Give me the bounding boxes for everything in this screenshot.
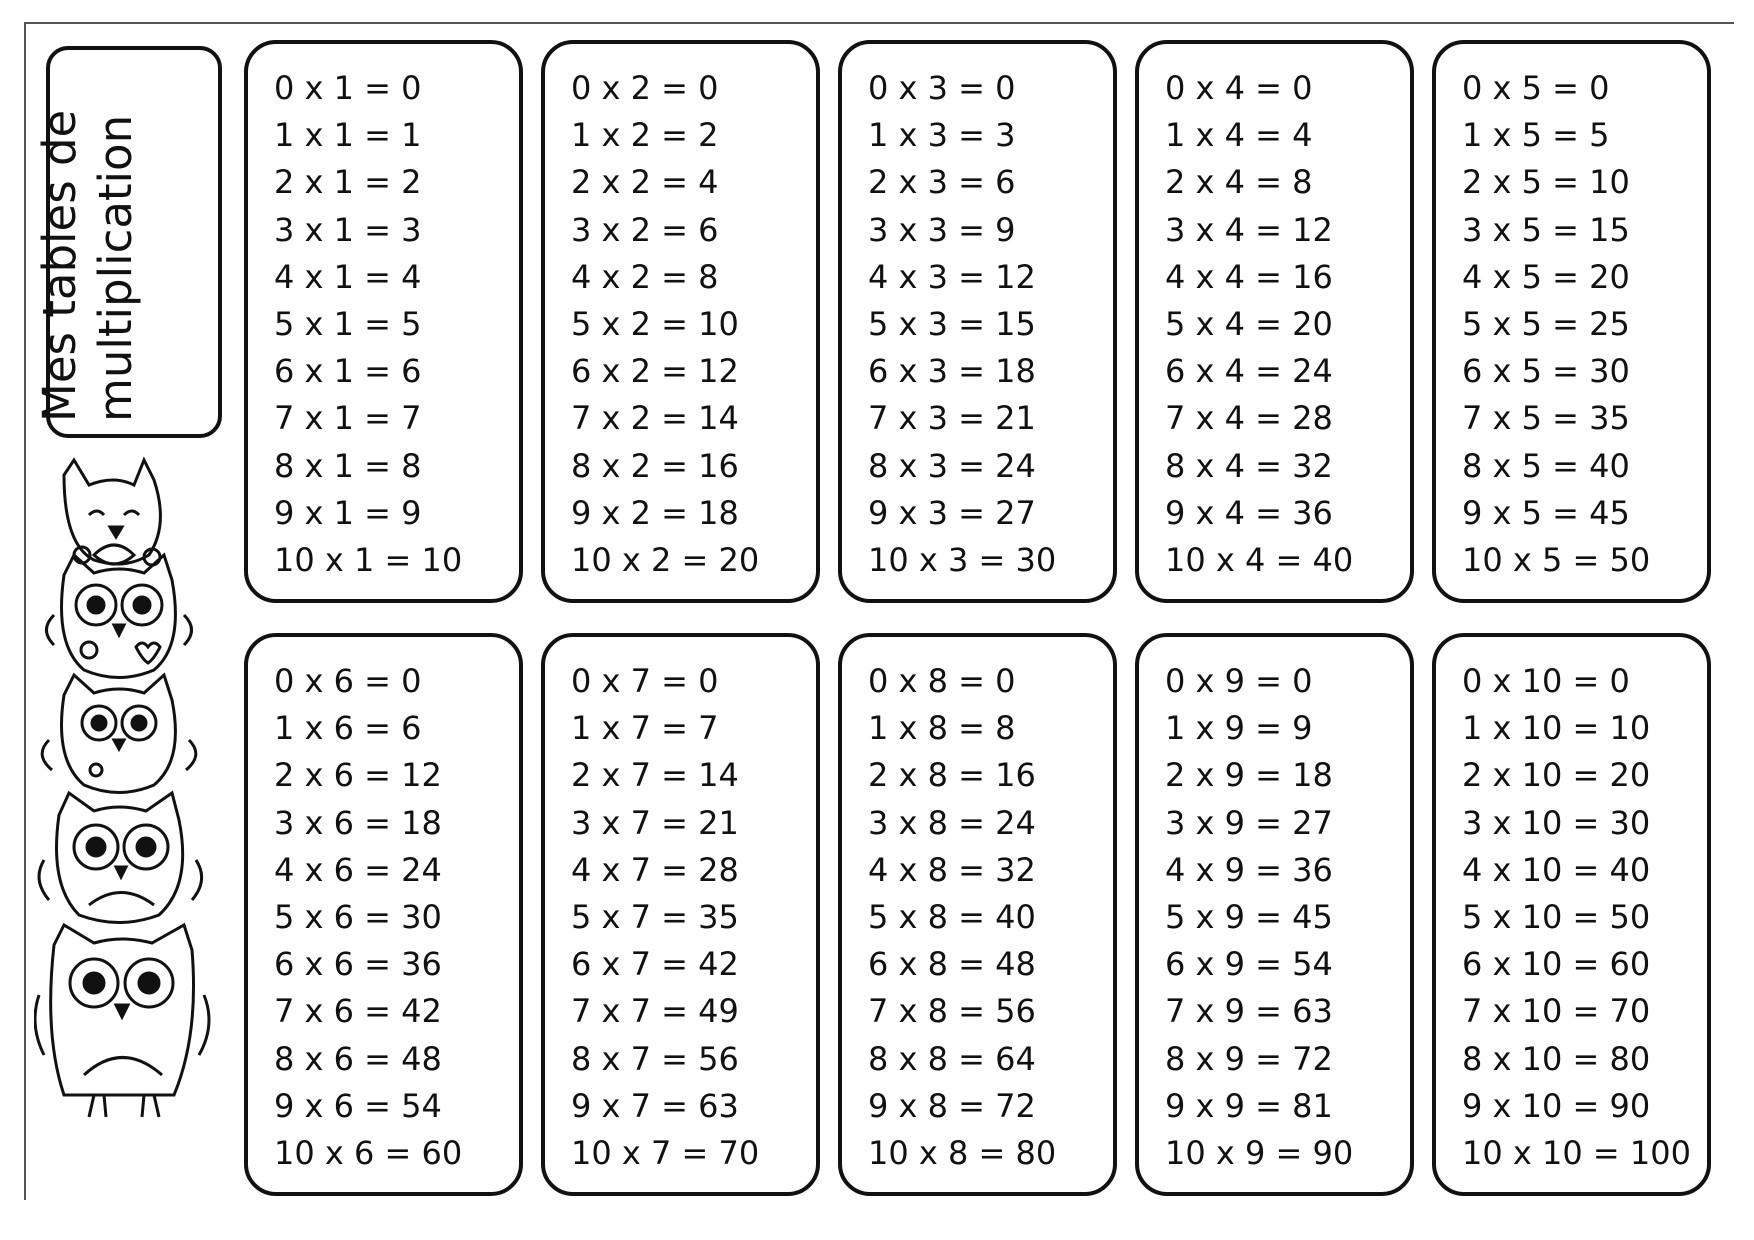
table-row: 7 x 5 = 35 [1462, 399, 1630, 438]
table-row: 1 x 3 = 3 [868, 116, 1016, 155]
table-row: 2 x 5 = 10 [1462, 163, 1630, 202]
title-line-2: multiplication [89, 114, 142, 422]
table-row: 6 x 1 = 6 [274, 352, 422, 391]
table-row: 8 x 6 = 48 [274, 1039, 442, 1078]
table-row: 6 x 9 = 54 [1165, 945, 1333, 984]
table-row: 4 x 6 = 24 [274, 850, 442, 889]
table-row: 1 x 7 = 7 [571, 709, 719, 748]
table-row: 0 x 8 = 0 [868, 662, 1016, 700]
table-row: 3 x 6 = 18 [274, 803, 442, 842]
table-row: 10 x 2 = 20 [571, 541, 760, 579]
table-row: 8 x 2 = 16 [571, 446, 739, 485]
table-row: 2 x 1 = 2 [274, 163, 422, 202]
owl-stack-icon [34, 455, 224, 1205]
table-row: 3 x 4 = 12 [1165, 210, 1333, 249]
table-row: 5 x 5 = 25 [1462, 305, 1630, 343]
table-row: 4 x 8 = 32 [868, 850, 1036, 889]
table-row: 3 x 2 = 6 [571, 210, 719, 249]
table-row: 1 x 9 = 9 [1165, 709, 1313, 748]
table-row: 5 x 8 = 40 [868, 898, 1036, 936]
page-title [32, 62, 144, 422]
table-card-2 [541, 40, 820, 603]
table-row: 7 x 9 = 63 [1165, 992, 1333, 1031]
table-row: 7 x 7 = 49 [571, 992, 739, 1031]
table-row: 8 x 1 = 8 [274, 446, 422, 485]
table-row: 0 x 9 = 0 [1165, 662, 1313, 700]
table-row: 6 x 6 = 36 [274, 945, 442, 984]
table-row: 7 x 10 = 70 [1462, 992, 1651, 1031]
table-row: 9 x 5 = 45 [1462, 493, 1630, 532]
frame-top-rule [24, 22, 1734, 24]
table-row: 0 x 1 = 0 [274, 69, 422, 107]
table-row: 1 x 6 = 6 [274, 709, 422, 748]
table-row: 6 x 5 = 30 [1462, 352, 1630, 391]
table-row: 0 x 10 = 0 [1462, 662, 1630, 700]
table-row: 2 x 10 = 20 [1462, 756, 1651, 795]
table-row: 8 x 5 = 40 [1462, 446, 1630, 485]
owl-icon [39, 793, 202, 923]
owl-icon [35, 925, 209, 1117]
table-row: 1 x 5 = 5 [1462, 116, 1610, 155]
title-line-1: Mes tables de [33, 109, 86, 422]
table-row: 3 x 7 = 21 [571, 803, 739, 842]
table-row: 3 x 5 = 15 [1462, 210, 1630, 249]
owl-icon [42, 675, 196, 793]
table-row: 4 x 7 = 28 [571, 850, 739, 889]
table-row: 9 x 1 = 9 [274, 493, 422, 532]
table-row: 9 x 2 = 18 [571, 493, 739, 532]
table-row: 2 x 6 = 12 [274, 756, 442, 795]
table-row: 10 x 9 = 90 [1165, 1134, 1354, 1172]
table-row: 0 x 4 = 0 [1165, 69, 1313, 107]
table-row: 10 x 4 = 40 [1165, 541, 1354, 579]
table-card-10 [1432, 633, 1711, 1196]
table-row: 10 x 8 = 80 [868, 1134, 1057, 1172]
table-row: 4 x 4 = 16 [1165, 257, 1333, 296]
table-row: 0 x 3 = 0 [868, 69, 1016, 107]
table-row: 1 x 8 = 8 [868, 709, 1016, 748]
table-card-7 [541, 633, 820, 1196]
table-row: 5 x 3 = 15 [868, 305, 1036, 343]
table-row: 4 x 9 = 36 [1165, 850, 1333, 889]
table-row: 8 x 10 = 80 [1462, 1039, 1651, 1078]
table-row: 4 x 3 = 12 [868, 257, 1036, 296]
table-row: 8 x 7 = 56 [571, 1039, 739, 1078]
table-row: 6 x 2 = 12 [571, 352, 739, 391]
table-row: 6 x 10 = 60 [1462, 945, 1651, 984]
table-row: 2 x 9 = 18 [1165, 756, 1333, 795]
table-row: 8 x 8 = 64 [868, 1039, 1036, 1078]
table-row: 9 x 6 = 54 [274, 1086, 442, 1125]
table-row: 10 x 5 = 50 [1462, 541, 1651, 579]
table-row: 9 x 9 = 81 [1165, 1086, 1333, 1125]
table-row: 9 x 7 = 63 [571, 1086, 739, 1125]
table-row: 4 x 2 = 8 [571, 257, 719, 296]
table-row: 9 x 3 = 27 [868, 493, 1036, 532]
table-row: 7 x 4 = 28 [1165, 399, 1333, 438]
table-row: 3 x 3 = 9 [868, 210, 1016, 249]
table-row: 3 x 1 = 3 [274, 210, 422, 249]
table-row: 3 x 9 = 27 [1165, 803, 1333, 842]
table-card-9 [1135, 633, 1414, 1196]
table-row: 6 x 4 = 24 [1165, 352, 1333, 391]
table-row: 2 x 7 = 14 [571, 756, 739, 795]
table-row: 3 x 10 = 30 [1462, 803, 1651, 842]
table-card-8 [838, 633, 1117, 1196]
table-row: 8 x 3 = 24 [868, 446, 1036, 485]
table-row: 5 x 1 = 5 [274, 305, 422, 343]
table-row: 7 x 1 = 7 [274, 399, 422, 438]
table-card-5 [1432, 40, 1711, 603]
table-row: 8 x 9 = 72 [1165, 1039, 1333, 1078]
table-row: 6 x 3 = 18 [868, 352, 1036, 391]
table-row: 10 x 10 = 100 [1462, 1134, 1691, 1172]
table-row: 1 x 2 = 2 [571, 116, 719, 155]
table-row: 4 x 10 = 40 [1462, 850, 1651, 889]
table-card-4 [1135, 40, 1414, 603]
table-card-3 [838, 40, 1117, 603]
table-row: 6 x 7 = 42 [571, 945, 739, 984]
table-row: 9 x 4 = 36 [1165, 493, 1333, 532]
table-row: 2 x 2 = 4 [571, 163, 719, 202]
table-row: 5 x 6 = 30 [274, 898, 442, 936]
table-card-1 [244, 40, 523, 603]
table-row: 0 x 6 = 0 [274, 662, 422, 700]
table-row: 5 x 4 = 20 [1165, 305, 1333, 343]
table-row: 3 x 8 = 24 [868, 803, 1036, 842]
table-row: 5 x 10 = 50 [1462, 898, 1651, 936]
table-row: 0 x 5 = 0 [1462, 69, 1610, 107]
owl-icon [47, 555, 192, 678]
table-row: 6 x 8 = 48 [868, 945, 1036, 984]
table-row: 1 x 1 = 1 [274, 116, 422, 155]
table-row: 7 x 6 = 42 [274, 992, 442, 1031]
table-row: 5 x 9 = 45 [1165, 898, 1333, 936]
table-card-6 [244, 633, 523, 1196]
table-row: 10 x 3 = 30 [868, 541, 1057, 579]
frame-left-rule [24, 22, 26, 1200]
table-row: 10 x 7 = 70 [571, 1134, 760, 1172]
table-row: 4 x 1 = 4 [274, 257, 422, 296]
table-row: 7 x 8 = 56 [868, 992, 1036, 1031]
table-row: 9 x 8 = 72 [868, 1086, 1036, 1125]
table-row: 0 x 7 = 0 [571, 662, 719, 700]
table-row: 10 x 1 = 10 [274, 541, 463, 579]
table-row: 7 x 2 = 14 [571, 399, 739, 438]
table-row: 1 x 4 = 4 [1165, 116, 1313, 155]
table-row: 9 x 10 = 90 [1462, 1086, 1651, 1125]
table-row: 1 x 10 = 10 [1462, 709, 1651, 748]
owl-icon [64, 460, 160, 565]
table-row: 10 x 6 = 60 [274, 1134, 463, 1172]
table-row: 2 x 4 = 8 [1165, 163, 1313, 202]
table-row: 7 x 3 = 21 [868, 399, 1036, 438]
table-row: 4 x 5 = 20 [1462, 257, 1630, 296]
table-row: 5 x 7 = 35 [571, 898, 739, 936]
table-row: 2 x 3 = 6 [868, 163, 1016, 202]
table-row: 5 x 2 = 10 [571, 305, 739, 343]
table-row: 2 x 8 = 16 [868, 756, 1036, 795]
table-row: 0 x 2 = 0 [571, 69, 719, 107]
table-row: 8 x 4 = 32 [1165, 446, 1333, 485]
